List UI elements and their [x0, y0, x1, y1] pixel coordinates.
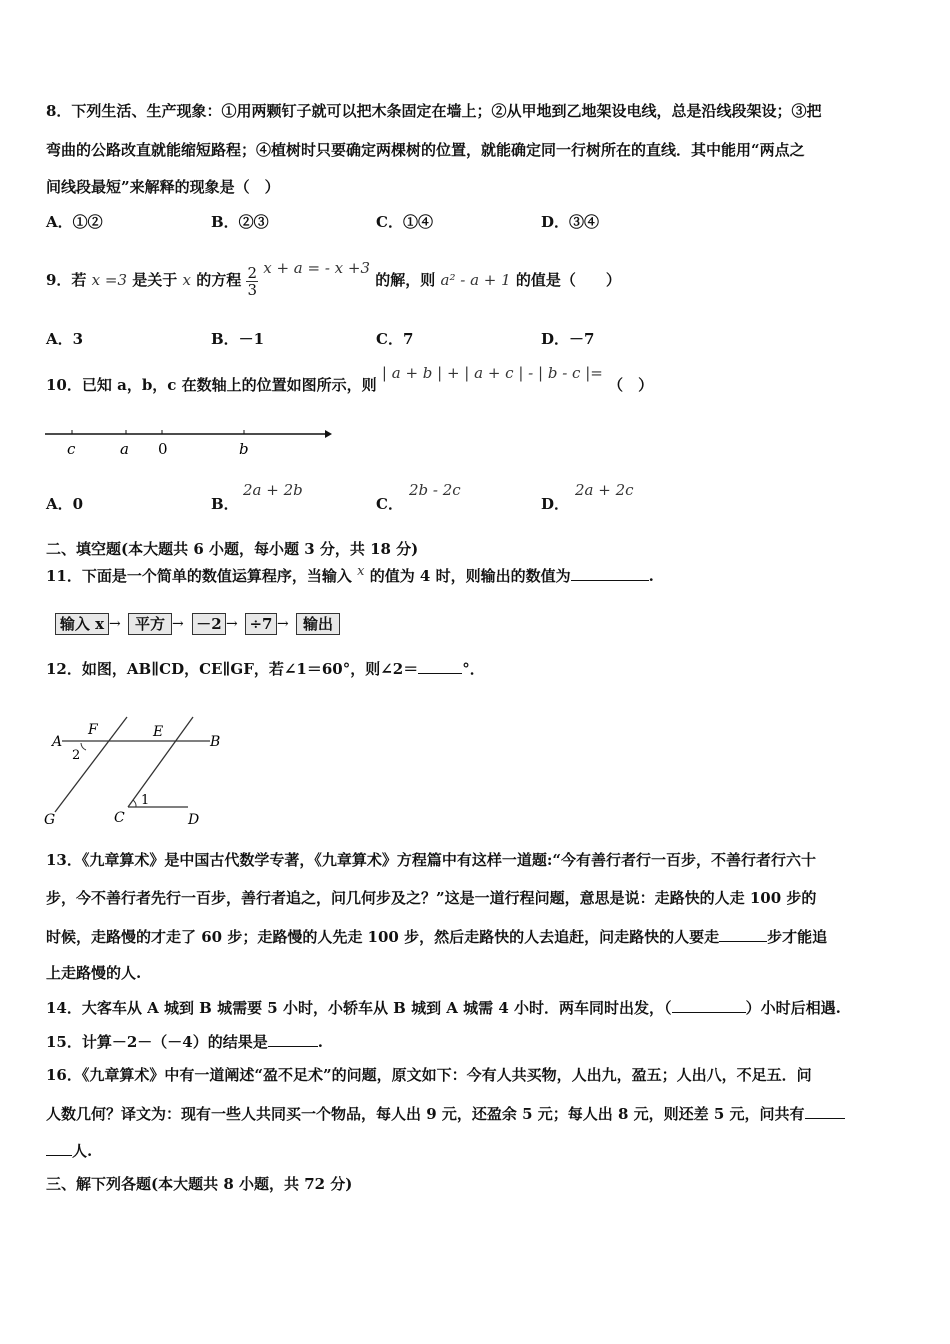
q16-line-2-text: 人数几何？译文为：现有一些人共同买一个物品，每人出 9 元，还盈余 5 元；每人出 8 元，则还差 5 元，问共有: [46, 1105, 805, 1123]
q15-end: .: [317, 1033, 323, 1051]
q9-mid-text-1: 是关于: [132, 271, 178, 289]
label-F: F: [88, 722, 98, 738]
label-C: C: [114, 810, 125, 826]
q16-answer-blank: [805, 1103, 845, 1119]
q12-line: [46, 658, 485, 679]
q16-line-1: 16．《九章算术》中有一道阐述“盈不足术”的问题，原文如下：今有人共买物，人出九，盈五；人出八，不足五．问: [46, 1066, 812, 1084]
q13-line-3-end: 步才能追: [767, 928, 828, 946]
q14-text: 14．大客车从 A 城到 B 城需要 5 小时，小轿车从 B 城到 A 城需 4 小时．两车同时出发，（: [46, 999, 672, 1017]
q13-line-3: [46, 926, 827, 947]
q11-variable: x: [357, 564, 365, 579]
flow-arrow-icon: →: [226, 616, 238, 632]
q16-answer-blank-continued: [46, 1140, 72, 1156]
flow-arrow-icon: →: [109, 616, 121, 632]
flow-arrow-icon: →: [277, 616, 289, 632]
q13-line-3-text: 时候，走路慢的才走了 60 步；走路慢的人先走 100 步，然后走路快的人去追赶，问走路快的人要走: [46, 928, 720, 946]
q9-option-c: C．7: [376, 330, 414, 348]
q9-condition: x =3: [91, 271, 128, 289]
q10-line: [46, 364, 654, 395]
q13-line-4: 上走路慢的人.: [46, 964, 142, 982]
q8-option-b: B．②③: [211, 213, 269, 231]
q11-suffix: 的值为 4 时，则输出的数值为: [369, 567, 571, 585]
q11-end: .: [648, 567, 654, 585]
flow-divide-box: ÷7: [245, 613, 277, 635]
q9-line: [46, 252, 621, 308]
q14-line: [46, 997, 841, 1018]
angle-2-arc: [81, 743, 86, 750]
q11-answer-blank: [571, 565, 649, 581]
number-line-figure: [40, 420, 340, 465]
q8-option-a: A．①②: [46, 213, 103, 231]
q10-expression: | a + b | + | a + c | - | b - c |=: [381, 364, 603, 382]
q8-line-1: 8．下列生活、生产现象：①用两颗钉子就可以把木条固定在墙上；②从甲地到乙地架设电线，总是沿线段架设；③把: [46, 102, 822, 120]
q10-option-d-expr: 2a + 2c: [575, 481, 634, 499]
label-angle-1: 1: [141, 793, 150, 808]
q8-option-c: C．①④: [376, 213, 433, 231]
flow-input-box: 输入 x: [55, 613, 109, 635]
q10-option-b-letter: B．: [211, 495, 239, 513]
flow-arrow-icon: →: [172, 616, 184, 632]
q15-text: 15．计算－2－（－4）的结果是: [46, 1033, 268, 1051]
q10-prefix: 10．已知 a，b，c 在数轴上的位置如图所示，则: [46, 376, 377, 394]
q10-option-a-letter: A．: [46, 495, 73, 513]
q8-line-3: 间线段最短”来解释的现象是（ ）: [46, 178, 280, 196]
q16-line-3: [46, 1140, 92, 1161]
number-line-arrow-icon: [325, 430, 332, 438]
q11-line: [46, 565, 654, 588]
flow-square-box: 平方: [128, 613, 172, 635]
angle-1-arc: [133, 800, 136, 807]
q9-option-b: B．－1: [211, 330, 265, 348]
q8-option-d: D．③④: [541, 213, 600, 231]
q15-line: [46, 1031, 323, 1052]
q9-suffix: 的值是（ ）: [515, 271, 621, 289]
q9-mid-text-2: 的方程: [196, 271, 242, 289]
label-0: 0: [158, 440, 168, 458]
q9-equation: x + a = - x +3: [263, 259, 371, 277]
q13-line-1: 13．《九章算术》是中国古代数学专著，《九章算术》方程篇中有这样一道题:“今有善行者行一百步，不善行者行六十: [46, 851, 817, 869]
q10-option-a-value: 0: [72, 495, 84, 513]
q14-end: ）小时后相遇.: [745, 999, 841, 1017]
q9-expression: a² - a + 1: [440, 271, 511, 289]
q13-line-2: 步，今不善行者先行一百步，善行者追之，问几何步及之？”这是一道行程问题，意思是说：走路快的人走 100 步的: [46, 889, 817, 907]
q12-end: °．: [462, 660, 485, 678]
label-b: b: [239, 440, 249, 458]
label-D: D: [188, 812, 200, 828]
q9-prefix: 9．若: [46, 271, 87, 289]
label-G: G: [44, 812, 56, 828]
q16-line-3-text: 人.: [72, 1142, 93, 1160]
q9-variable: x: [182, 271, 191, 289]
q9-fraction: [246, 265, 258, 298]
q10-option-b-expr: 2a + 2b: [243, 481, 303, 499]
label-c: c: [67, 440, 76, 458]
q16-line-2: [46, 1103, 845, 1124]
q9-fraction-denominator: 3: [247, 280, 257, 299]
label-E: E: [153, 724, 164, 740]
q15-answer-blank: [268, 1031, 318, 1047]
q9-fraction-numerator: 2: [247, 263, 257, 282]
q11-prefix: 11．下面是一个简单的数值运算程序，当输入: [46, 567, 352, 585]
section-2-heading: 二、填空题(本大题共 6 小题，每小题 3 分，共 18 分): [46, 540, 419, 558]
q8-line-2: 弯曲的公路改直就能缩短路程；④植树时只要确定两棵树的位置，就能确定同一行树所在的直线．其中能用“两点之: [46, 141, 805, 159]
section-3-heading: 三、解下列各题(本大题共 8 小题，共 72 分): [46, 1175, 353, 1193]
q13-answer-blank: [719, 926, 767, 942]
q9-option-a: A．3: [46, 330, 84, 348]
flow-output-box: 输出: [296, 613, 340, 635]
q10-option-d-letter: D．: [541, 495, 570, 513]
label-a: a: [120, 440, 129, 458]
flow-minus-box: －2: [192, 613, 226, 635]
q10-option-c-expr: 2b - 2c: [409, 481, 461, 499]
parallel-lines-figure: [40, 712, 240, 830]
label-angle-2: 2: [72, 748, 81, 763]
q10-option-a: [46, 494, 83, 514]
q12-text: 12．如图，AB∥CD，CE∥GF，若∠1＝60°，则∠2＝: [46, 660, 419, 678]
q14-answer-blank: [672, 997, 746, 1013]
label-B: B: [210, 734, 221, 750]
q12-answer-blank: [418, 658, 462, 674]
q10-suffix: （ ）: [608, 376, 654, 394]
q10-option-c-letter: C．: [376, 495, 403, 513]
q9-option-d: D．－7: [541, 330, 595, 348]
label-A: A: [52, 734, 63, 750]
q9-mid-text-3: 的解，则: [375, 271, 436, 289]
